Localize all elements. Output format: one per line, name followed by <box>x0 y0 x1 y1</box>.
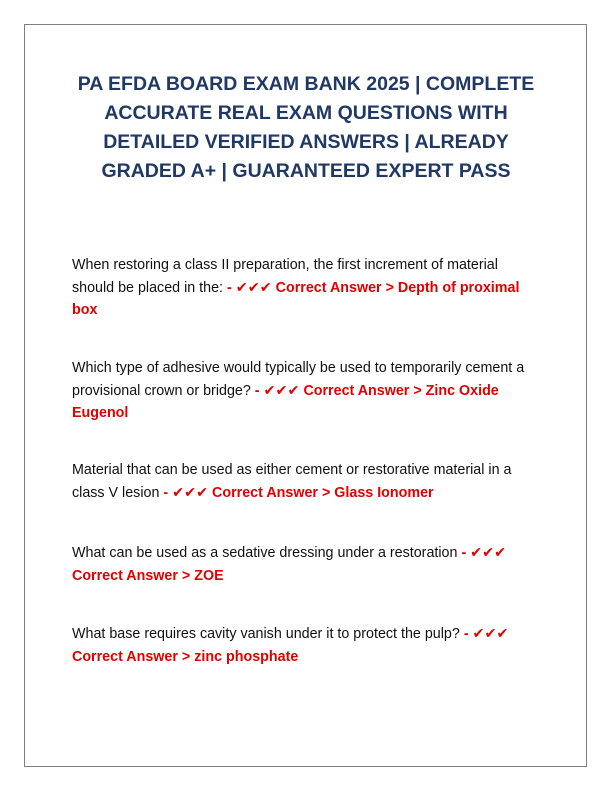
question-text: Material that can be used as either cement or restorative material in a class V lesion <box>72 462 512 501</box>
question-text: What base requires cavity vanish under it to protect the pulp? <box>72 626 460 642</box>
answer-text: - ✔✔✔ Correct Answer > Glass Ionomer <box>163 484 434 501</box>
qa-item-2 <box>72 357 542 425</box>
answer-text: - ✔✔✔ Correct Answer > ZOE <box>72 545 507 584</box>
qa-item-1 <box>72 254 542 322</box>
question-text: What can be used as a sedative dressing under a restoration <box>72 545 458 561</box>
qa-item-3 <box>72 459 542 504</box>
answer-text: - ✔✔✔ Correct Answer > Depth of proximal box <box>72 279 520 318</box>
document-title: PA EFDA BOARD EXAM BANK 2025 | COMPLETE ACCURATE REAL EXAM QUESTIONS WITH DETAILED VERIFIED ANSWERS | ALREADY GRADED A+ | GUARANTEED EXPERT PASS <box>77 73 535 182</box>
question-text: When restoring a class II preparation, the first increment of material should be placed in the: <box>72 257 498 296</box>
answer-text: - ✔✔✔ Correct Answer > Zinc Oxide Eugenol <box>72 382 499 421</box>
question-text: Which type of adhesive would typically be used to temporarily cement a provisional crown or bridge? <box>72 360 525 399</box>
qa-item-5 <box>72 623 542 668</box>
answer-text: - ✔✔✔ Correct Answer > zinc phosphate <box>72 626 509 665</box>
qa-item-4 <box>72 542 542 587</box>
